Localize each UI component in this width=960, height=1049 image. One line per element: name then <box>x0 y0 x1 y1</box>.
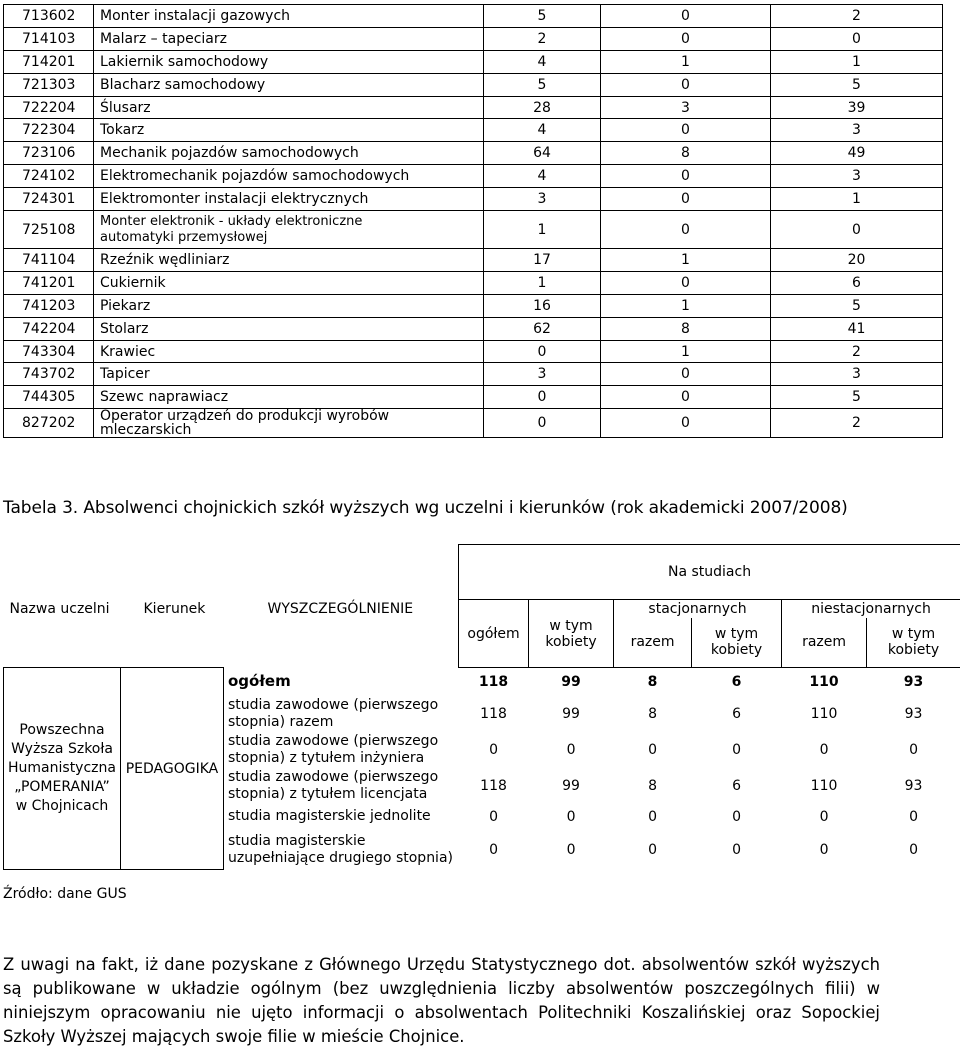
occupation-name: Tokarz <box>94 119 484 142</box>
table-row <box>4 271 943 294</box>
table-row <box>4 50 943 73</box>
row-label: studia zawodowe (pierwszego stopnia) z tytułem licencjata <box>224 768 459 804</box>
cell-value: 6 <box>692 696 782 732</box>
value-a: 62 <box>484 317 601 340</box>
table-row <box>4 27 943 50</box>
header-w-tym-kobiety: w tym kobiety <box>529 600 614 668</box>
value-a: 16 <box>484 294 601 317</box>
header-kierunek: Kierunek <box>144 601 206 617</box>
cell-value: 0 <box>459 732 529 768</box>
university-name: Powszechna Wyższa Szkoła Humanistyczna „POMERANIA” w Chojnicach <box>4 668 121 870</box>
cell-value: 0 <box>692 804 782 830</box>
row-label: studia zawodowe (pierwszego stopnia) razem <box>224 696 459 732</box>
value-c: 5 <box>771 386 943 409</box>
graduates-table-body <box>4 668 960 870</box>
header-niestac-w-tym-kobiety: w tym kobiety <box>867 618 960 668</box>
cell-value: 0 <box>782 804 867 830</box>
occupation-name: Ślusarz <box>94 96 484 119</box>
table-row <box>4 211 943 249</box>
value-a: 0 <box>484 409 601 438</box>
cell-value: 0 <box>614 830 692 870</box>
value-b: 0 <box>601 409 771 438</box>
occupation-code: 741201 <box>4 271 94 294</box>
value-c: 41 <box>771 317 943 340</box>
value-c: 0 <box>771 211 943 249</box>
cell-value: 8 <box>614 668 692 696</box>
header-ogolem: ogółem <box>459 600 529 668</box>
value-b: 3 <box>601 96 771 119</box>
table-row <box>4 363 943 386</box>
header-stac-razem: razem <box>614 618 692 668</box>
header-na-studiach: Na studiach <box>459 545 960 600</box>
cell-value: 0 <box>614 732 692 768</box>
header-niestacjonarnych: niestacjonarnych <box>782 600 960 618</box>
table-row <box>4 73 943 96</box>
occupation-code: 724301 <box>4 188 94 211</box>
value-b: 0 <box>601 119 771 142</box>
table-row <box>4 386 943 409</box>
table-row <box>4 165 943 188</box>
value-c: 20 <box>771 249 943 272</box>
value-a: 3 <box>484 188 601 211</box>
value-c: 3 <box>771 363 943 386</box>
table-row <box>4 5 943 28</box>
table-row <box>4 294 943 317</box>
cell-value: 118 <box>459 696 529 732</box>
cell-value: 0 <box>692 830 782 870</box>
header-stac-w-tym-kobiety: w tym kobiety <box>692 618 782 668</box>
value-b: 1 <box>601 340 771 363</box>
occupation-name: Monter instalacji gazowych <box>94 5 484 28</box>
table-row <box>4 668 960 696</box>
value-b: 1 <box>601 294 771 317</box>
table-row <box>4 119 943 142</box>
occupation-code: 724102 <box>4 165 94 188</box>
value-c: 3 <box>771 119 943 142</box>
occupation-code: 743304 <box>4 340 94 363</box>
body-paragraph: Z uwagi na fakt, iż dane pozyskane z Głównego Urzędu Statystycznego dot. absolwentów szkół wyższych są publikowane w układzie ogólnym (bez uwzględnienia liczby absolwentów poszczególnych filii) w niniejszym opracowaniu nie ujęto informacji o absolwentach Politechniki Koszalińskiej oraz Sopockiej Szkoły Wyższej mających swoje filie w mieście Chojnice. <box>3 953 880 1049</box>
table-row <box>4 96 943 119</box>
cell-value: 110 <box>782 668 867 696</box>
occupation-code: 742204 <box>4 317 94 340</box>
header-spacer <box>4 618 459 668</box>
value-b: 0 <box>601 386 771 409</box>
value-a: 4 <box>484 119 601 142</box>
header-left-block <box>4 545 459 618</box>
occupation-code: 722304 <box>4 119 94 142</box>
occupation-name: Elektromonter instalacji elektrycznych <box>94 188 484 211</box>
occupation-code: 741203 <box>4 294 94 317</box>
value-b: 0 <box>601 5 771 28</box>
cell-value: 8 <box>614 696 692 732</box>
cell-value: 6 <box>692 668 782 696</box>
cell-value: 0 <box>867 804 960 830</box>
cell-value: 93 <box>867 668 960 696</box>
occupation-code: 744305 <box>4 386 94 409</box>
cell-value: 0 <box>459 804 529 830</box>
value-a: 4 <box>484 50 601 73</box>
occupation-name: Piekarz <box>94 294 484 317</box>
cell-value: 99 <box>529 768 614 804</box>
cell-value: 0 <box>692 732 782 768</box>
occupation-code: 714201 <box>4 50 94 73</box>
occupation-code: 827202 <box>4 409 94 438</box>
occupation-name: Szewc naprawiacz <box>94 386 484 409</box>
table-row <box>4 340 943 363</box>
occupation-code: 722204 <box>4 96 94 119</box>
cell-value: 6 <box>692 768 782 804</box>
value-a: 1 <box>484 271 601 294</box>
value-b: 0 <box>601 188 771 211</box>
row-label: studia magisterskie uzupełniające drugiego stopnia) <box>224 830 459 870</box>
value-b: 0 <box>601 27 771 50</box>
cell-value: 0 <box>529 804 614 830</box>
value-a: 0 <box>484 340 601 363</box>
value-b: 0 <box>601 73 771 96</box>
occupation-code: 725108 <box>4 211 94 249</box>
value-c: 2 <box>771 409 943 438</box>
row-label: ogółem <box>224 668 459 696</box>
value-a: 5 <box>484 73 601 96</box>
occupation-name: Stolarz <box>94 317 484 340</box>
occupation-name: Krawiec <box>94 340 484 363</box>
value-a: 28 <box>484 96 601 119</box>
occupation-code: 714103 <box>4 27 94 50</box>
cell-value: 93 <box>867 696 960 732</box>
occupation-code: 743702 <box>4 363 94 386</box>
value-b: 8 <box>601 142 771 165</box>
value-c: 1 <box>771 188 943 211</box>
cell-value: 0 <box>459 830 529 870</box>
value-a: 3 <box>484 363 601 386</box>
occupation-code: 713602 <box>4 5 94 28</box>
cell-value: 0 <box>867 830 960 870</box>
value-a: 4 <box>484 165 601 188</box>
occupation-name: Blacharz samochodowy <box>94 73 484 96</box>
occupation-name: Cukiernik <box>94 271 484 294</box>
cell-value: 99 <box>529 696 614 732</box>
occupation-code: 721303 <box>4 73 94 96</box>
cell-value: 0 <box>782 830 867 870</box>
cell-value: 99 <box>529 668 614 696</box>
cell-value: 110 <box>782 768 867 804</box>
value-a: 1 <box>484 211 601 249</box>
header-wyszczegolnienie: WYSZCZEGÓLNIENIE <box>268 601 414 617</box>
occupation-name: Elektromechanik pojazdów samochodowych <box>94 165 484 188</box>
cell-value: 118 <box>459 668 529 696</box>
value-b: 0 <box>601 271 771 294</box>
cell-value: 118 <box>459 768 529 804</box>
value-a: 64 <box>484 142 601 165</box>
cell-value: 93 <box>867 768 960 804</box>
row-label: studia magisterskie jednolite <box>224 804 459 830</box>
table-row <box>4 409 943 438</box>
value-c: 49 <box>771 142 943 165</box>
occupation-name: Monter elektronik - układy elektroniczne automatyki przemysłowej <box>94 211 484 249</box>
value-c: 5 <box>771 73 943 96</box>
value-a: 17 <box>484 249 601 272</box>
value-b: 0 <box>601 211 771 249</box>
occupation-code: 741104 <box>4 249 94 272</box>
table-row <box>4 317 943 340</box>
occupations-table-body <box>4 5 943 438</box>
value-c: 0 <box>771 27 943 50</box>
cell-value: 0 <box>782 732 867 768</box>
source-note: Źródło: dane GUS <box>3 886 127 902</box>
header-niestac-razem: razem <box>782 618 867 668</box>
table-row <box>4 142 943 165</box>
occupation-name: Operator urządzeń do produkcji wyrobów mleczarskich <box>94 409 484 438</box>
cell-value: 0 <box>867 732 960 768</box>
value-c: 3 <box>771 165 943 188</box>
field-of-study: PEDAGOGIKA <box>121 668 224 870</box>
value-b: 8 <box>601 317 771 340</box>
graduates-table <box>3 544 960 870</box>
occupation-name: Malarz – tapeciarz <box>94 27 484 50</box>
row-label: studia zawodowe (pierwszego stopnia) z tytułem inżyniera <box>224 732 459 768</box>
header-nazwa-uczelni: Nazwa uczelni <box>10 601 110 617</box>
occupation-name: Mechanik pojazdów samochodowych <box>94 142 484 165</box>
occupation-code: 723106 <box>4 142 94 165</box>
cell-value: 0 <box>529 732 614 768</box>
value-a: 0 <box>484 386 601 409</box>
value-a: 2 <box>484 27 601 50</box>
occupation-name: Lakiernik samochodowy <box>94 50 484 73</box>
table3-caption: Tabela 3. Absolwenci chojnickich szkół wyższych wg uczelni i kierunków (rok akademicki 2007/2008) <box>3 498 848 518</box>
value-c: 2 <box>771 340 943 363</box>
value-b: 1 <box>601 50 771 73</box>
header-stacjonarnych: stacjonarnych <box>614 600 782 618</box>
value-a: 5 <box>484 5 601 28</box>
table-row <box>4 249 943 272</box>
cell-value: 0 <box>614 804 692 830</box>
value-b: 0 <box>601 165 771 188</box>
value-b: 0 <box>601 363 771 386</box>
value-c: 5 <box>771 294 943 317</box>
value-c: 2 <box>771 5 943 28</box>
occupation-name: Rzeźnik wędliniarz <box>94 249 484 272</box>
occupations-table <box>3 4 943 438</box>
value-b: 1 <box>601 249 771 272</box>
value-c: 6 <box>771 271 943 294</box>
occupation-name: Tapicer <box>94 363 484 386</box>
value-c: 1 <box>771 50 943 73</box>
cell-value: 110 <box>782 696 867 732</box>
table-row <box>4 188 943 211</box>
value-c: 39 <box>771 96 943 119</box>
cell-value: 0 <box>529 830 614 870</box>
cell-value: 8 <box>614 768 692 804</box>
